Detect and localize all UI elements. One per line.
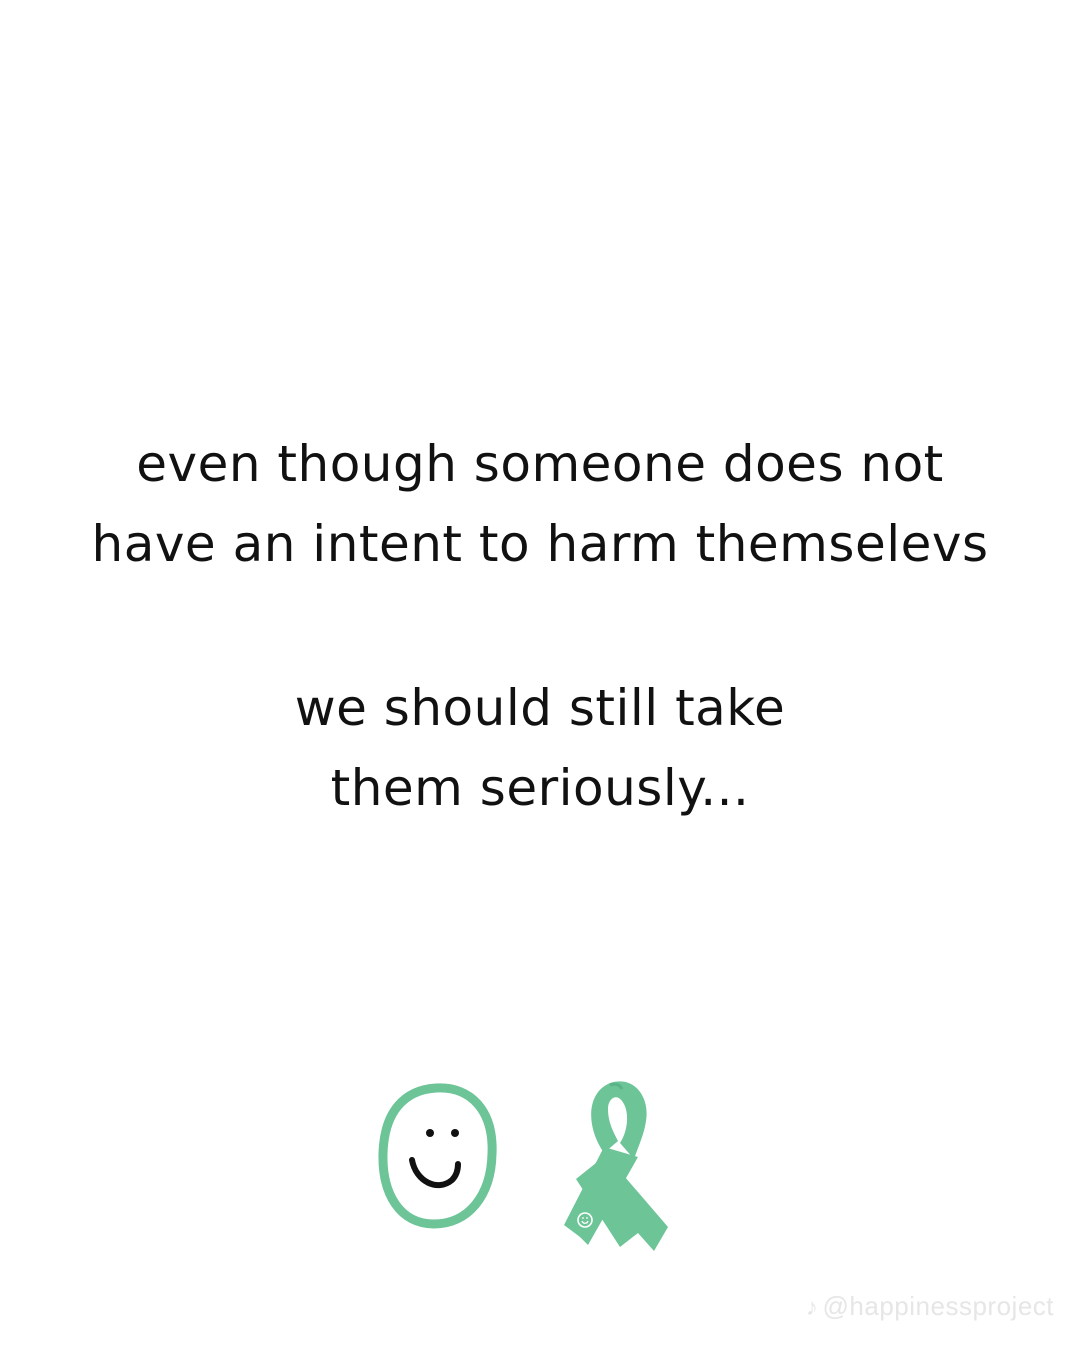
message-line: even though someone does not [136,435,944,493]
message-part-1 [0,424,1080,584]
message-line: have an intent to harm themselevs [91,515,989,573]
message-line: them seriously... [330,759,750,817]
tiktok-icon: ♪ [806,1294,819,1321]
message-line: we should still take [294,679,786,737]
message-part-2 [0,668,1080,828]
smiley-face-icon [376,1082,498,1230]
watermark [806,1291,1054,1322]
watermark-handle: @happinessproject [822,1291,1054,1321]
awareness-ribbon-icon [556,1075,682,1253]
